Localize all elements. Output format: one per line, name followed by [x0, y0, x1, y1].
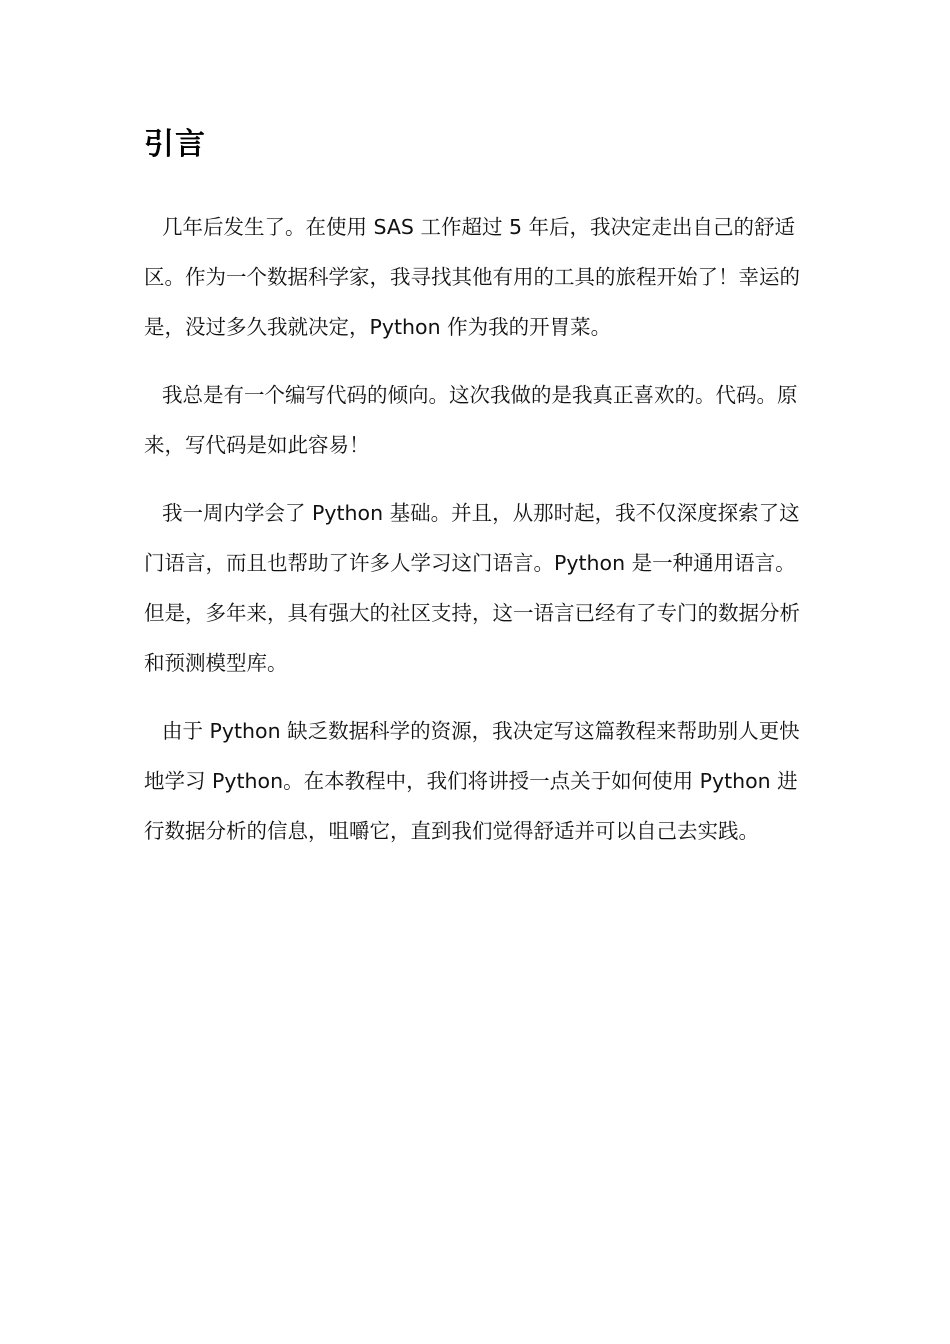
paragraph-3: 我一周内学会了 Python 基础。并且，从那时起，我不仅深度探索了这门语言，而且也帮助了许多人学习这门语言。Python 是一种通用语言。但是，多年来，具有强大的社区支持，这一语言已经有了专门的数据分析和预测模型库。: [144, 501, 800, 675]
paragraph-2: 我总是有一个编写代码的倾向。这次我做的是我真正喜欢的。代码。原来，写代码是如此容易！: [144, 383, 798, 457]
paragraph-4: 由于 Python 缺乏数据科学的资源，我决定写这篇教程来帮助别人更快地学习 Python。在本教程中，我们将讲授一点关于如何使用 Python 进行数据分析的信息，咀嚼它，直到我们觉得舒适并可以自己去实践。: [144, 719, 800, 843]
section-heading: 引言: [144, 127, 206, 162]
paragraph-1: 几年后发生了。在使用 SAS 工作超过 5 年后，我决定走出自己的舒适区。作为一个数据科学家，我寻找其他有用的工具的旅程开始了！幸运的是，没过多久我就决定，Python 作为我的开胃菜。: [144, 215, 800, 339]
document-content: [144, 120, 808, 856]
body-text: [144, 202, 808, 856]
